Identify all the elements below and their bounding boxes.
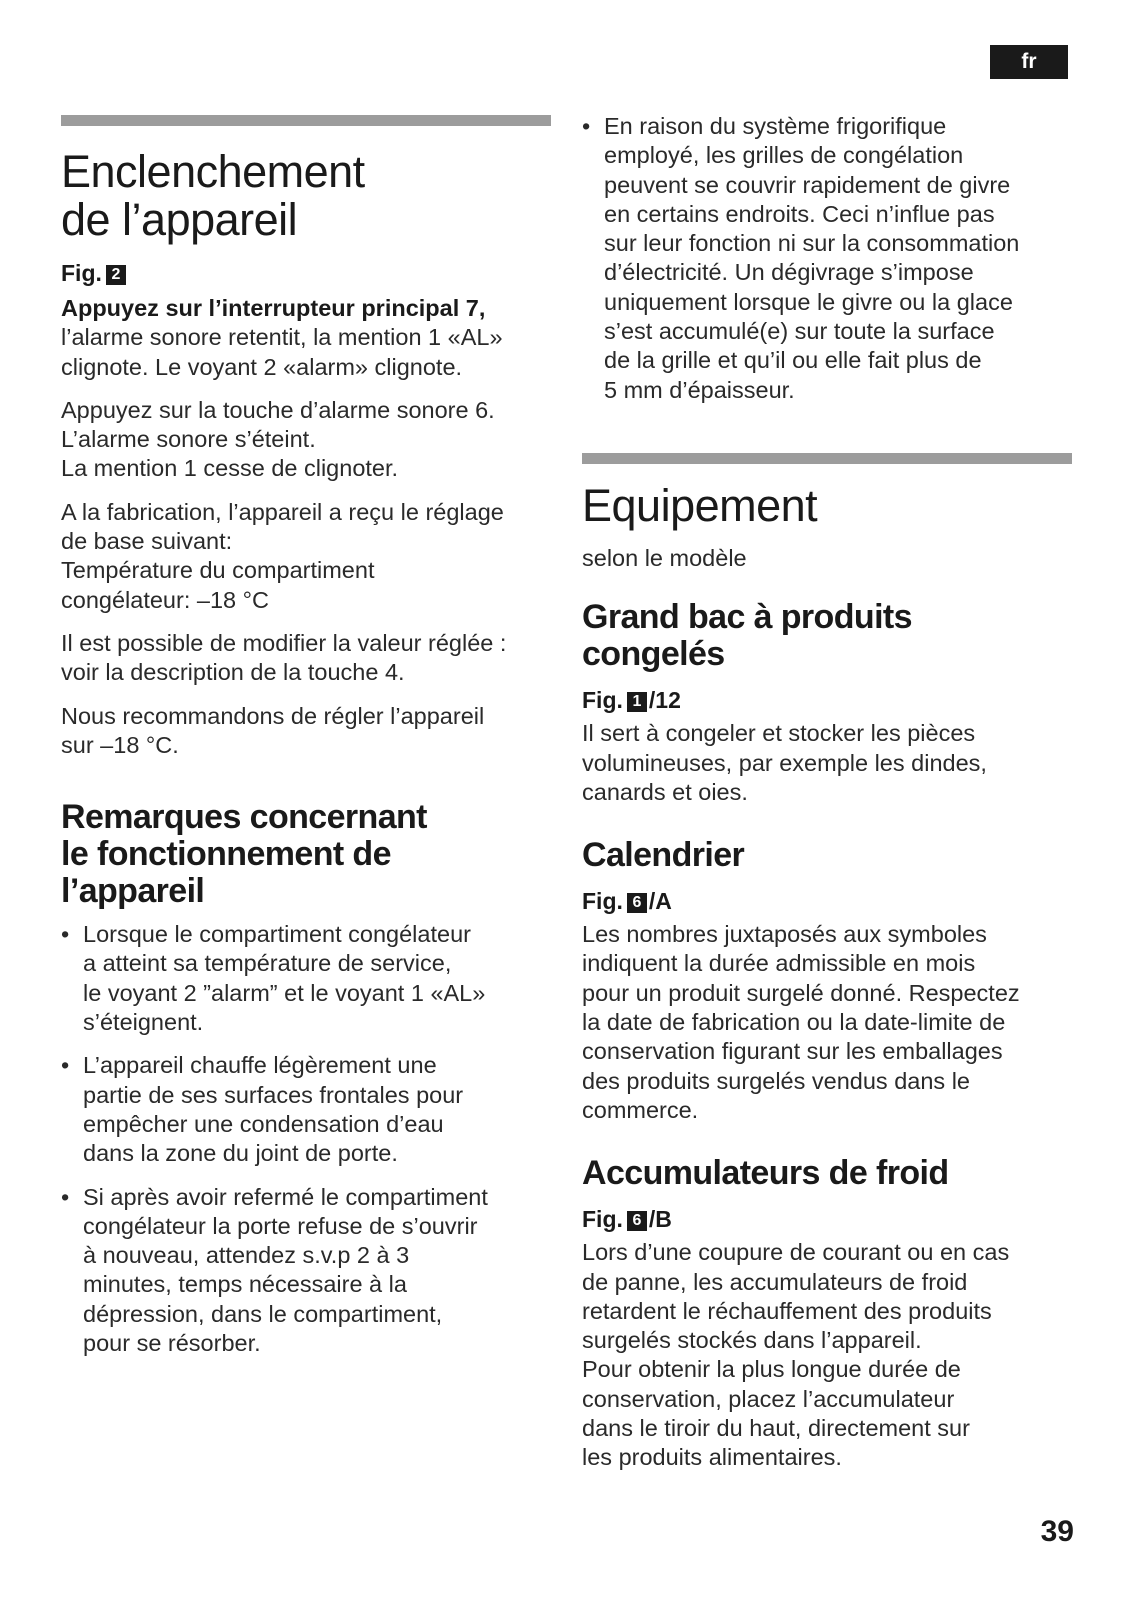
paragraph-alarm-key: Appuyez sur la touche d’alarme sonore 6. L’alarme sonore s’éteint. La mention 1 cesse de clignoter. — [61, 396, 495, 482]
right-column — [582, 0, 1072, 1473]
figure-reference: Fig. 1 /12 — [582, 687, 681, 714]
list-item: • L’appareil chauffe légèrement une partie de ses surfaces frontales pour empêcher une condensation d’eau dans la zone du joint de porte. — [61, 1051, 551, 1168]
section-title-grand-bac: Grand bac à produits congelés — [582, 598, 912, 674]
figure-number-badge: 6 — [627, 1211, 647, 1231]
list-item: • En raison du système frigorifique employé, les grilles de congélation peuvent se couvrir rapidement de givre en certains endroits. Ceci n’influe pas sur leur fonction ni sur la consommation d’électricité. Un dégivrage s’impose uniquement lorsque le givre ou la glace s’est accumulé(e) sur toute la surface de la grille et qu’il ou elle fait plus de 5 mm d’épaisseur. — [582, 112, 1072, 405]
list-item: • Si après avoir refermé le compartiment congélateur la porte refuse de s’ouvrir à nouveau, attendez s.v.p 2 à 3 minutes, temps nécessaire à la dépression, dans le compartiment, pour se résorber. — [61, 1183, 551, 1359]
section-rule — [61, 115, 551, 126]
equipement-subtitle: selon le modèle — [582, 544, 747, 571]
section-title-remarques: Remarques concernant le fonctionnement de l’appareil — [61, 798, 427, 911]
language-badge: fr — [990, 45, 1068, 79]
list-item: • Lorsque le compartiment congélateur a atteint sa température de service, le voyant 2 ”alarm” et le voyant 1 «AL» s’éteignent. — [61, 920, 551, 1037]
remarks-list — [61, 920, 551, 1358]
figure-reference: Fig. 6 /B — [582, 1206, 672, 1233]
section-title-calendrier: Calendrier — [582, 836, 745, 875]
paragraph-switch-on: Appuyez sur l’interrupteur principal 7, l’alarme sonore retentit, la mention 1 «AL» clignote. Le voyant 2 «alarm» clignote. — [61, 295, 503, 380]
paragraph-recommendation: Nous recommandons de régler l’appareil sur –18 °C. — [61, 702, 485, 758]
figure-number-badge: 6 — [627, 893, 647, 913]
paragraph-accumulateurs: Lors d’une coupure de courant ou en cas de panne, les accumulateurs de froid retardent le réchauffement des produits surgelés stockés dans l’appareil. Pour obtenir la plus longue durée de conservation, placez l’accumulateur dans le tiroir du haut, directement sur les produits alimentaires. — [582, 1239, 1010, 1471]
section-title-accumulateurs: Accumulateurs de froid — [582, 1154, 949, 1193]
section-rule — [582, 453, 1072, 464]
figure-reference: Fig. 6 /A — [582, 888, 672, 915]
paragraph-factory-setting: A la fabrication, l’appareil a reçu le réglage de base suivant: Température du compartiment congélateur: –18 °C — [61, 498, 504, 613]
figure-number-badge: 1 — [627, 692, 647, 712]
page-number: 39 — [1040, 1515, 1074, 1548]
section-title-enclenchement: Enclenchement de l’appareil — [61, 146, 365, 245]
paragraph-calendrier: Les nombres juxtaposés aux symboles indiquent la durée admissible en mois pour un produit surgelé donné. Respectez la date de fabrication ou la date-limite de conservation figurant sur les emballages des produits surgelés vendus dans le commerce. — [582, 921, 1020, 1123]
frost-note-list — [582, 112, 1072, 405]
paragraph-modify-setting: Il est possible de modifier la valeur réglée : voir la description de la touche 4. — [61, 629, 507, 686]
left-column — [61, 0, 551, 1358]
figure-reference: Fig. 2 — [61, 258, 551, 288]
paragraph-grand-bac: Il sert à congeler et stocker les pièces volumineuses, par exemple les dindes, canards et oies. — [582, 720, 987, 805]
section-title-equipement: Equipement — [582, 479, 818, 531]
figure-number-badge: 2 — [106, 265, 126, 285]
